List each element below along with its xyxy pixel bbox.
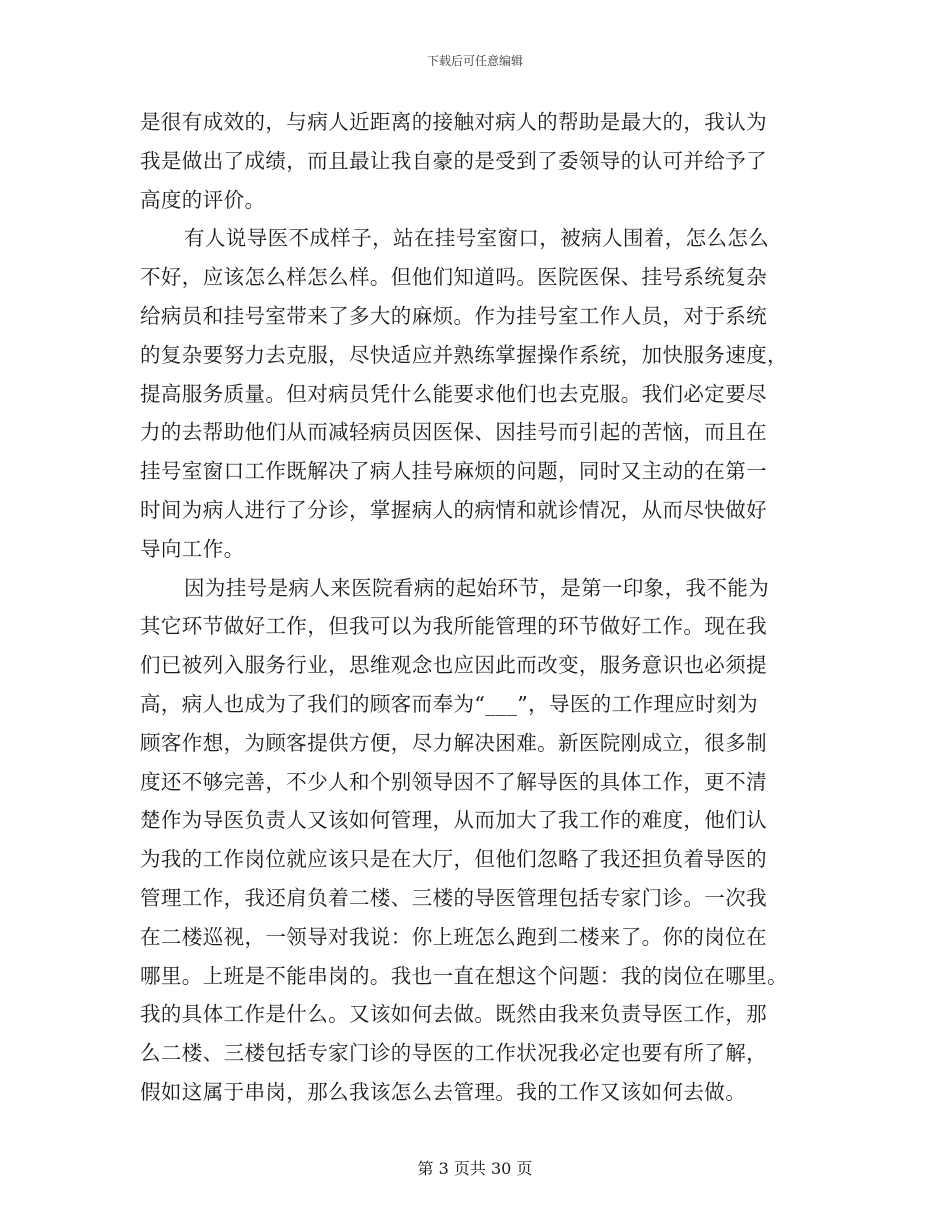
text-line: 我是做出了成绩，而且最让我自豪的是受到了委领导的认可并给予了 <box>140 148 767 173</box>
text-line: 我的具体工作是什么。又该如何去做。既然由我来负责导医工作，那 <box>140 1002 767 1027</box>
text-line: 度还不够完善，不少人和个别领导因不了解导医的具体工作，更不清 <box>140 769 767 794</box>
paragraph-first-line: 因为挂号是病人来医院看病的起始环节，是第一印象，我不能为 <box>184 575 770 600</box>
text-line: 其它环节做好工作，但我可以为我所能管理的环节做好工作。现在我 <box>140 614 767 639</box>
text-line: 哪里。上班是不能串岗的。我也一直在想这个问题：我的岗位在哪里。 <box>140 963 788 988</box>
text-line: 管理工作，我还肩负着二楼、三楼的导医管理包括专家门诊。一次我 <box>140 885 767 910</box>
text-line: 不好，应该怎么样怎么样。但他们知道吗。医院医保、挂号系统复杂 <box>140 265 767 290</box>
text-line: 么二楼、三楼包括专家门诊的导医的工作状况我必定也要有所了解， <box>140 1041 767 1066</box>
text-line: 给病员和挂号室带来了多大的麻烦。作为挂号室工作人员，对于系统 <box>140 303 767 328</box>
text-line: 们已被列入服务行业，思维观念也应因此而改变，服务意识也必须提 <box>140 653 767 678</box>
text-line: 是很有成效的，与病人近距离的接触对病人的帮助是最大的，我认为 <box>140 110 767 134</box>
text-line: 高度的评价。 <box>140 187 266 212</box>
text-line: 为我的工作岗位就应该只是在大厅，但他们忽略了我还担负着导医的 <box>140 847 767 872</box>
paragraph-first-line: 有人说导医不成样子，站在挂号室窗口，被病人围着，怎么怎么 <box>184 226 770 251</box>
text-line: 假如这属于串岗，那么我该怎么去管理。我的工作又该如何去做。 <box>140 1079 747 1104</box>
text-line: 提高服务质量。但对病员凭什么能要求他们也去克服。我们必定要尽 <box>140 381 767 406</box>
page-header: 下载后可任意编辑 <box>426 54 523 68</box>
page-number: 第 3 页共 30 页 <box>417 1159 533 1178</box>
text-line: 顾客作想，为顾客提供方便，尽力解决困难。新医院刚成立，很多制 <box>140 730 767 755</box>
document-body <box>140 103 805 1112</box>
text-line: 导向工作。 <box>140 536 245 561</box>
text-line: 挂号室窗口工作既解决了病人挂号麻烦的问题，同时又主动的在第一 <box>140 459 767 484</box>
text-line: 高，病人也成为了我们的顾客而奉为“___”，导医的工作理应时刻为 <box>140 691 759 716</box>
text-line: 楚作为导医负责人又该如何管理，从而加大了我工作的难度，他们认 <box>140 808 767 833</box>
text-line: 时间为病人进行了分诊，掌握病人的病情和就诊情况，从而尽快做好 <box>140 497 767 522</box>
text-line: 在二楼巡视，一领导对我说：你上班怎么跑到二楼来了。你的岗位在 <box>140 924 767 949</box>
text-line: 的复杂要努力去克服，尽快适应并熟练掌握操作系统，加快服务速度， <box>140 342 788 367</box>
text-line: 力的去帮助他们从而减轻病员因医保、因挂号而引起的苦恼，而且在 <box>140 420 767 445</box>
